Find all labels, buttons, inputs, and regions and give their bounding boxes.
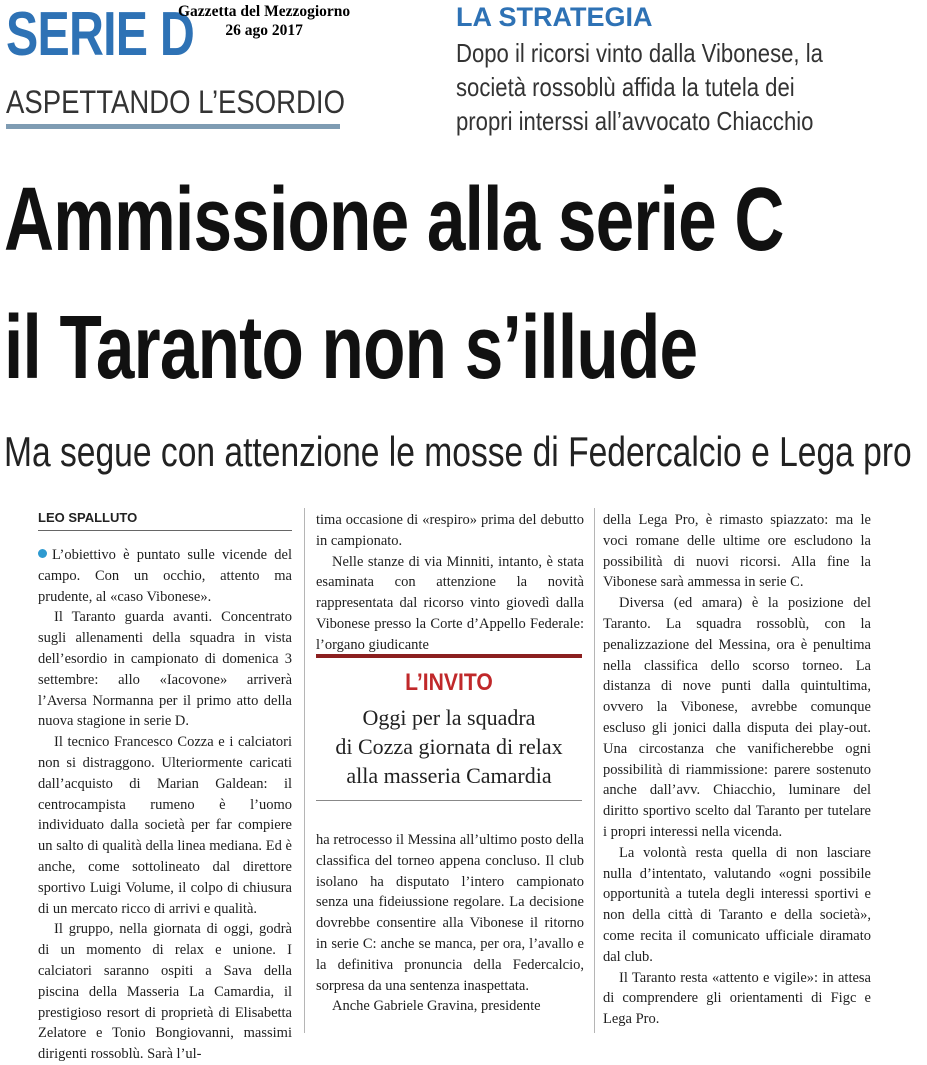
- strategy-line: propri interssi all’avvocato Chiacchio: [456, 106, 814, 136]
- strategy-line: Dopo il ricorsi vinto dalla Vibonese, la: [456, 38, 823, 68]
- source-name: Gazzetta del Mezzogiorno: [178, 3, 351, 20]
- subheadline: Ma segue con attenzione le mosse di Federcalcio e Lega pro: [4, 428, 912, 475]
- paragraph: Il gruppo, nella giornata di oggi, godrà di un momento di relax e unione. I calciatori saranno ospiti a Sava della piscina della Masseria La Camardia, il prestigioso resort di proprietà di Elisabetta Zelatore e Tonio Bongiovanni, massimi dirigenti rossoblù. Sarà l’ul-: [38, 921, 292, 1063]
- strategy-title: LA STRATEGIA: [456, 2, 653, 32]
- invite-body: [316, 703, 582, 790]
- source-date: 26 ago 2017: [225, 22, 303, 39]
- article-column-2-top: [316, 510, 584, 656]
- headline-line-1: Ammissione alla serie C: [4, 170, 784, 270]
- paragraph: Il Taranto guarda avanti. Concentrato sugli allenamenti della squadra in vista dell’esordio in campionato di domenica 3 settembre: allo «Iacovone» arriverà l’Aversa Normanna per il primo atto della nuova stagione in serie D.: [38, 609, 292, 730]
- paragraph: Nelle stanze di via Minniti, intanto, è stata esaminata con attenzione la novità rappresentata dal ricorso vinto giovedì dalla Vibonese presso la Corte d’Appello Federale: l’organo giudicante: [316, 553, 584, 653]
- paragraph: Anche Gabriele Gravina, presidente: [332, 998, 541, 1015]
- kicker-underline: [6, 124, 340, 129]
- source-info: [178, 2, 350, 40]
- article-column-1: [38, 545, 292, 1065]
- column-divider: [304, 508, 305, 1033]
- kicker: ASPETTANDO L’ESORDIO: [6, 84, 345, 120]
- invite-bottom-rule: [316, 800, 582, 801]
- invite-line: Oggi per la squadra: [362, 705, 536, 730]
- strategy-body: [456, 36, 915, 138]
- paragraph: L’obiettivo è puntato sulle vicende del campo. Con un occhio, attento ma prudente, al «caso Vibonese».: [38, 547, 292, 605]
- article-column-3: [603, 510, 871, 1030]
- section-label: SERIE D: [6, 0, 195, 69]
- paragraph: Il Taranto resta «attento e vigile»: in attesa di comprendere gli orientamenti di Figc e Lega Pro.: [603, 969, 871, 1028]
- paragraph: Il tecnico Francesco Cozza e i calciatori non si distraggono. Ulteriormente caricati dall’acquisto di Marian Galdean: il centrocampista rumeno è l’uomo individuato dalla società per far compiere un salto di qualità della linea mediana. Ed è anche, come sottolineato dal direttore sportivo Luigi Volume, il colpo di chiusura di un mercato ricco di arrivi e qualità.: [38, 734, 292, 917]
- invite-title: L’INVITO: [405, 669, 493, 696]
- article-column-2-bottom: [316, 830, 584, 1017]
- invite-top-rule: [316, 654, 582, 658]
- bullet-dot-icon: [38, 549, 47, 558]
- headline-line-2: il Taranto non s’illude: [4, 298, 698, 398]
- invite-line: di Cozza giornata di relax: [335, 734, 563, 759]
- strategy-line: società rossoblù affida la tutela dei: [456, 72, 795, 102]
- paragraph: Diversa (ed amara) è la posizione del Taranto. La squadra rossoblù, con la penalizzazione del Messina, ora è penultima nella classifica dello scorso torneo. La distanza di nove punti dalla quintultima, ovvero la Vibonese, avrebbe comunque escluso gli jonici dalla disputa dei play-out. Una circostanza che vanificherebbe ogni possibilità di riammissione: parere sostenuto anche dall’avv. Chiacchio, luminare del diritto sportivo scelto dal Taranto per tutelare i propri interessi nella vicenda.: [603, 595, 871, 840]
- paragraph: La volontà resta quella di non lasciare nulla d’intentato, valutando «ogni possibile opportunità a tutela degli interessi sportivi e non della città di Taranto e della società», come recita il comunicato ufficiale diramato dal club.: [603, 844, 871, 965]
- paragraph: tima occasione di «respiro» prima del debutto in campionato.: [316, 512, 584, 549]
- invite-line: alla masseria Camardia: [346, 763, 552, 788]
- paragraph: ha retrocesso il Messina all’ultimo posto della classifica del torneo appena concluso. Il club isolano ha disputato l’intero campionato senza una fideiussione regolare. La decisione dovrebbe consentire alla Vibonese il ritorno in serie C: anche se manca, per ora, l’avallo e la definitiva pronuncia della Federcalcio, sorpresa da una sentenza inaspettata.: [316, 832, 584, 994]
- column-divider: [594, 508, 595, 1033]
- paragraph: della Lega Pro, è rimasto spiazzato: ma le voci romane delle ultime ore escludono la possibilità di nuovi ricorsi. Alla fine la Vibonese sarà ammessa in serie C.: [603, 512, 871, 591]
- author-byline: LEO SPALLUTO: [38, 510, 292, 531]
